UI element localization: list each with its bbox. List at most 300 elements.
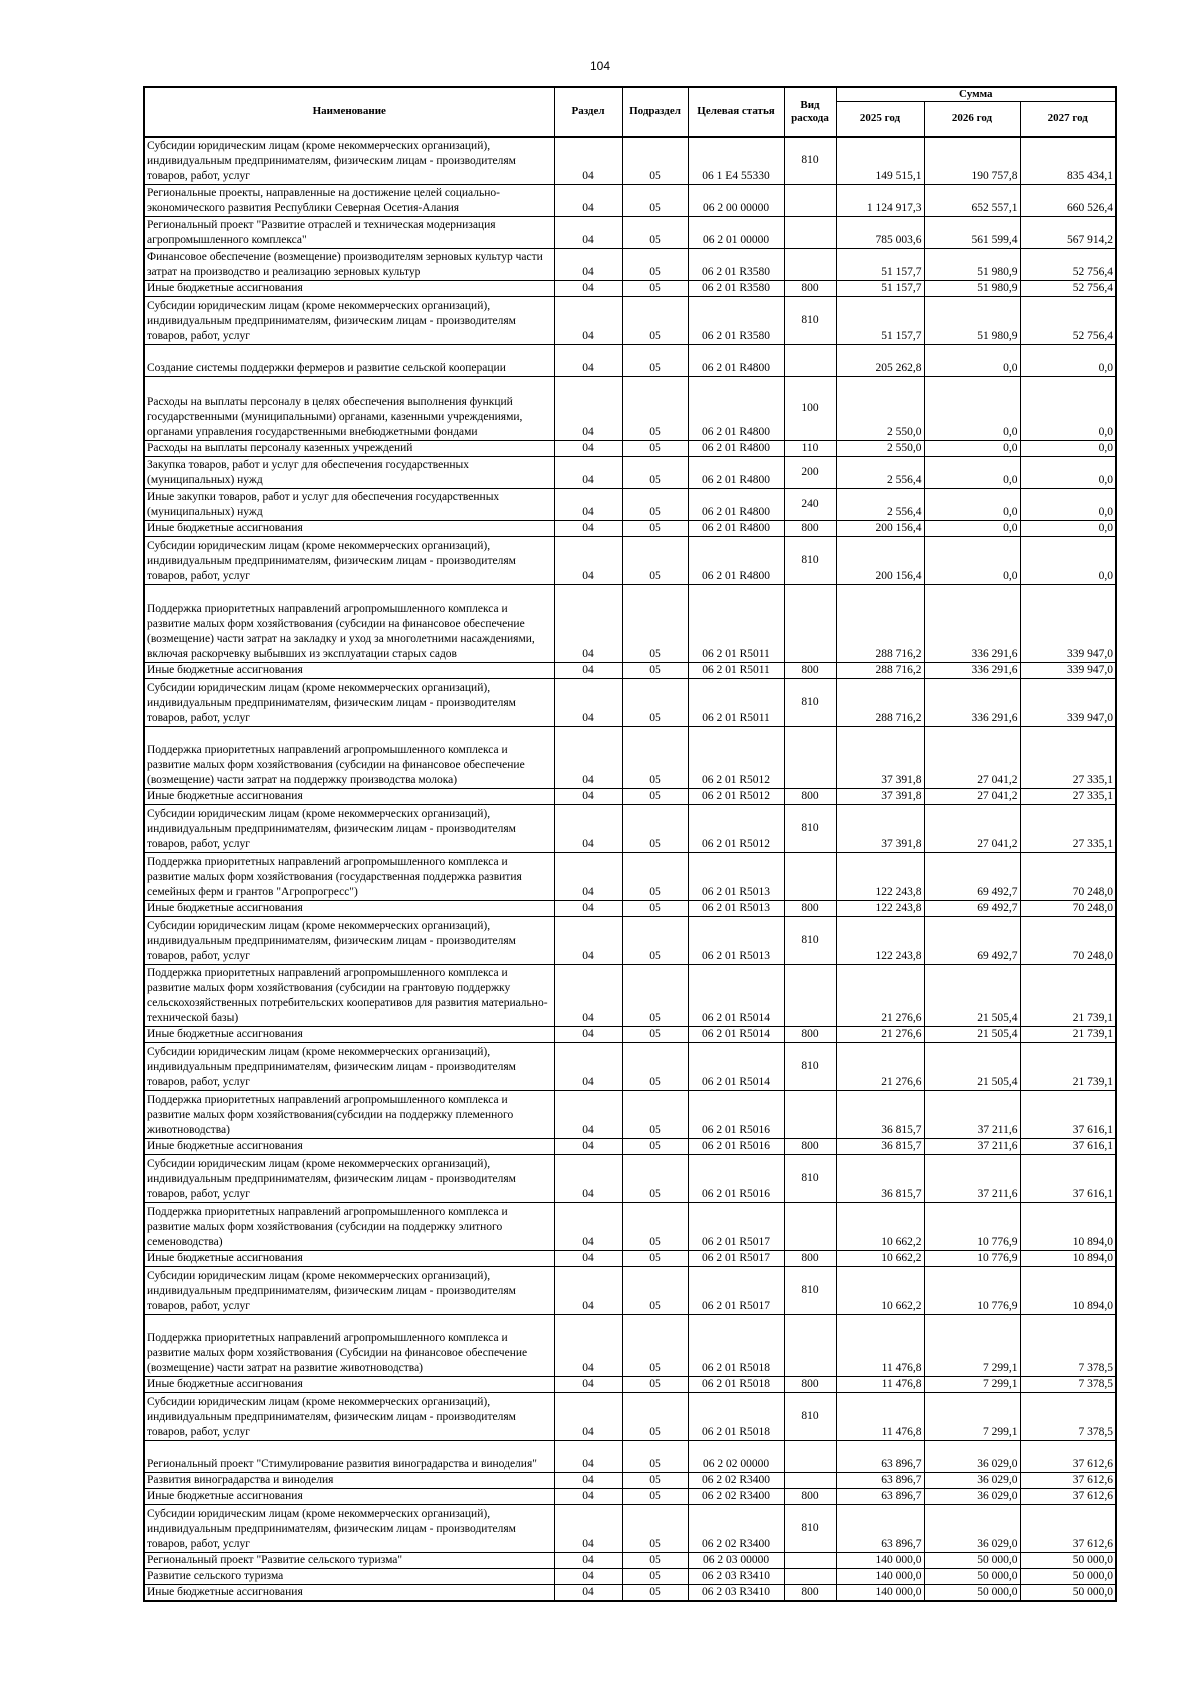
row-2026: 561 599,4	[924, 217, 1020, 249]
row-celevaya: 06 2 01 R5012	[688, 789, 784, 805]
row-2026: 27 041,2	[924, 789, 1020, 805]
row-2026: 36 029,0	[924, 1441, 1020, 1473]
row-2025: 10 662,2	[836, 1203, 924, 1251]
row-vid: 810	[784, 297, 836, 345]
row-vid: 810	[784, 1267, 836, 1315]
row-celevaya: 06 2 01 R5018	[688, 1377, 784, 1393]
table-row	[144, 1027, 1116, 1043]
row-razdel: 04	[554, 345, 622, 377]
row-celevaya: 06 2 01 R4800	[688, 489, 784, 521]
row-razdel: 04	[554, 1553, 622, 1569]
row-celevaya: 06 2 01 R5011	[688, 663, 784, 679]
table-row	[144, 1139, 1116, 1155]
row-vid: 800	[784, 901, 836, 917]
row-2025: 288 716,2	[836, 663, 924, 679]
row-name: Иные бюджетные ассигнования	[144, 1251, 554, 1267]
row-celevaya: 06 2 01 R4800	[688, 377, 784, 441]
row-name: Иные бюджетные ассигнования	[144, 281, 554, 297]
row-2027: 0,0	[1020, 441, 1116, 457]
row-podrazdel: 05	[622, 1203, 688, 1251]
row-2026: 0,0	[924, 377, 1020, 441]
row-2026: 37 211,6	[924, 1139, 1020, 1155]
table-row	[144, 901, 1116, 917]
row-vid: 110	[784, 441, 836, 457]
row-celevaya: 06 2 01 R5013	[688, 853, 784, 901]
row-celevaya: 06 2 01 R5012	[688, 805, 784, 853]
row-podrazdel: 05	[622, 1267, 688, 1315]
row-2027: 339 947,0	[1020, 679, 1116, 727]
row-2025: 36 815,7	[836, 1155, 924, 1203]
row-podrazdel: 05	[622, 377, 688, 441]
row-name: Иные бюджетные ассигнования	[144, 663, 554, 679]
row-podrazdel: 05	[622, 727, 688, 789]
row-2025: 122 243,8	[836, 853, 924, 901]
row-2025: 10 662,2	[836, 1251, 924, 1267]
table-row	[144, 1267, 1116, 1315]
row-name: Создание системы поддержки фермеров и развитие сельской кооперации	[144, 345, 554, 377]
table-row	[144, 1489, 1116, 1505]
row-2025: 36 815,7	[836, 1091, 924, 1139]
row-podrazdel: 05	[622, 1569, 688, 1585]
row-celevaya: 06 2 01 R5017	[688, 1251, 784, 1267]
row-2027: 10 894,0	[1020, 1251, 1116, 1267]
row-2027: 10 894,0	[1020, 1267, 1116, 1315]
row-vid	[784, 1569, 836, 1585]
row-2026: 69 492,7	[924, 901, 1020, 917]
row-celevaya: 06 2 01 R4800	[688, 345, 784, 377]
row-2027: 0,0	[1020, 521, 1116, 537]
row-podrazdel: 05	[622, 789, 688, 805]
row-podrazdel: 05	[622, 1441, 688, 1473]
row-podrazdel: 05	[622, 1155, 688, 1203]
row-2026: 7 299,1	[924, 1315, 1020, 1377]
row-2026: 27 041,2	[924, 805, 1020, 853]
row-vid: 800	[784, 1139, 836, 1155]
row-2026: 36 029,0	[924, 1473, 1020, 1489]
row-2025: 2 550,0	[836, 441, 924, 457]
row-razdel: 04	[554, 789, 622, 805]
row-vid	[784, 965, 836, 1027]
row-razdel: 04	[554, 663, 622, 679]
row-podrazdel: 05	[622, 965, 688, 1027]
row-vid	[784, 1203, 836, 1251]
row-vid: 810	[784, 137, 836, 185]
row-2025: 288 716,2	[836, 585, 924, 663]
header-2025: 2025 год	[836, 102, 924, 137]
row-celevaya: 06 2 01 R3580	[688, 281, 784, 297]
row-2027: 339 947,0	[1020, 585, 1116, 663]
row-2026: 190 757,8	[924, 137, 1020, 185]
row-name: Иные бюджетные ассигнования	[144, 1027, 554, 1043]
row-2025: 288 716,2	[836, 679, 924, 727]
row-celevaya: 06 2 01 R4800	[688, 441, 784, 457]
row-vid: 810	[784, 805, 836, 853]
row-2027: 52 756,4	[1020, 281, 1116, 297]
row-2027: 27 335,1	[1020, 805, 1116, 853]
table-row	[144, 1091, 1116, 1139]
row-razdel: 04	[554, 1377, 622, 1393]
row-vid: 810	[784, 1505, 836, 1553]
table-row	[144, 965, 1116, 1027]
row-razdel: 04	[554, 1267, 622, 1315]
row-name: Иные бюджетные ассигнования	[144, 1489, 554, 1505]
row-podrazdel: 05	[622, 901, 688, 917]
row-2025: 37 391,8	[836, 805, 924, 853]
row-razdel: 04	[554, 1203, 622, 1251]
row-vid: 810	[784, 1155, 836, 1203]
row-2027: 37 616,1	[1020, 1139, 1116, 1155]
row-celevaya: 06 2 01 R5016	[688, 1155, 784, 1203]
row-2026: 50 000,0	[924, 1569, 1020, 1585]
row-vid: 810	[784, 679, 836, 727]
table-row	[144, 457, 1116, 489]
row-vid: 800	[784, 789, 836, 805]
row-vid: 800	[784, 521, 836, 537]
table-row	[144, 441, 1116, 457]
row-2027: 567 914,2	[1020, 217, 1116, 249]
row-podrazdel: 05	[622, 537, 688, 585]
row-name: Субсидии юридическим лицам (кроме некоммерческих организаций), индивидуальным предпринимателям, физическим лицам - производителям товаров, работ, услуг	[144, 1505, 554, 1553]
row-name: Региональный проект "Стимулирование развития виноградарства и виноделия"	[144, 1441, 554, 1473]
row-celevaya: 06 2 01 00000	[688, 217, 784, 249]
row-podrazdel: 05	[622, 217, 688, 249]
row-2027: 0,0	[1020, 457, 1116, 489]
row-2025: 200 156,4	[836, 521, 924, 537]
row-2025: 36 815,7	[836, 1139, 924, 1155]
header-name: Наименование	[144, 87, 554, 137]
row-2027: 21 739,1	[1020, 1043, 1116, 1091]
row-2026: 69 492,7	[924, 853, 1020, 901]
row-razdel: 04	[554, 585, 622, 663]
row-name: Субсидии юридическим лицам (кроме некоммерческих организаций), индивидуальным предпринимателям, физическим лицам - производителям товаров, работ, услуг	[144, 1393, 554, 1441]
row-razdel: 04	[554, 1489, 622, 1505]
row-celevaya: 06 2 01 R5016	[688, 1091, 784, 1139]
table-row	[144, 1505, 1116, 1553]
table-header	[144, 87, 1116, 137]
row-celevaya: 06 2 01 R5013	[688, 901, 784, 917]
row-name: Закупка товаров, работ и услуг для обеспечения государственных (муниципальных) нужд	[144, 457, 554, 489]
row-2027: 37 612,6	[1020, 1473, 1116, 1489]
row-2025: 140 000,0	[836, 1585, 924, 1602]
row-celevaya: 06 2 02 R3400	[688, 1505, 784, 1553]
row-celevaya: 06 2 03 R3410	[688, 1585, 784, 1602]
row-razdel: 04	[554, 249, 622, 281]
row-name: Субсидии юридическим лицам (кроме некоммерческих организаций), индивидуальным предпринимателям, физическим лицам - производителям товаров, работ, услуг	[144, 1267, 554, 1315]
table-row	[144, 1553, 1116, 1569]
row-2027: 27 335,1	[1020, 789, 1116, 805]
row-podrazdel: 05	[622, 1377, 688, 1393]
row-2025: 51 157,7	[836, 281, 924, 297]
row-razdel: 04	[554, 297, 622, 345]
header-summa: Сумма	[836, 87, 1116, 102]
row-podrazdel: 05	[622, 185, 688, 217]
row-2026: 69 492,7	[924, 917, 1020, 965]
row-name: Субсидии юридическим лицам (кроме некоммерческих организаций), индивидуальным предпринимателям, физическим лицам - производителям товаров, работ, услуг	[144, 805, 554, 853]
row-celevaya: 06 2 01 R5014	[688, 965, 784, 1027]
table-row	[144, 537, 1116, 585]
table-row	[144, 1315, 1116, 1377]
header-vid: Вид расхода	[784, 87, 836, 137]
row-razdel: 04	[554, 457, 622, 489]
row-razdel: 04	[554, 965, 622, 1027]
row-2026: 7 299,1	[924, 1377, 1020, 1393]
row-razdel: 04	[554, 1569, 622, 1585]
header-celevaya: Целевая статья	[688, 87, 784, 137]
table-row	[144, 297, 1116, 345]
row-2027: 27 335,1	[1020, 727, 1116, 789]
row-2025: 2 556,4	[836, 489, 924, 521]
table-row	[144, 137, 1116, 185]
row-2026: 36 029,0	[924, 1489, 1020, 1505]
row-podrazdel: 05	[622, 1553, 688, 1569]
row-2026: 10 776,9	[924, 1203, 1020, 1251]
row-2025: 149 515,1	[836, 137, 924, 185]
row-2027: 660 526,4	[1020, 185, 1116, 217]
row-name: Развитие сельского туризма	[144, 1569, 554, 1585]
row-celevaya: 06 2 01 R5011	[688, 585, 784, 663]
row-2027: 0,0	[1020, 377, 1116, 441]
row-2027: 52 756,4	[1020, 297, 1116, 345]
row-vid	[784, 217, 836, 249]
row-podrazdel: 05	[622, 297, 688, 345]
row-name: Региональные проекты, направленные на достижение целей социально-экономического развития Республики Северная Осетия-Алания	[144, 185, 554, 217]
row-2027: 7 378,5	[1020, 1377, 1116, 1393]
table-row	[144, 1585, 1116, 1602]
row-celevaya: 06 2 01 R5013	[688, 917, 784, 965]
row-2026: 336 291,6	[924, 663, 1020, 679]
table-row	[144, 1393, 1116, 1441]
row-podrazdel: 05	[622, 457, 688, 489]
row-razdel: 04	[554, 137, 622, 185]
row-2025: 51 157,7	[836, 297, 924, 345]
row-celevaya: 06 2 03 00000	[688, 1553, 784, 1569]
row-2025: 785 003,6	[836, 217, 924, 249]
row-name: Поддержка приоритетных направлений агропромышленного комплекса и развитие малых форм хозяйствования (субсидии на грантовую поддержку сельскохозяйственных потребительских кооперативов для развития материально-технической базы)	[144, 965, 554, 1027]
row-vid	[784, 249, 836, 281]
row-podrazdel: 05	[622, 489, 688, 521]
row-name: Развития виноградарства и виноделия	[144, 1473, 554, 1489]
row-2027: 7 378,5	[1020, 1393, 1116, 1441]
row-podrazdel: 05	[622, 1027, 688, 1043]
row-2026: 21 505,4	[924, 965, 1020, 1027]
row-podrazdel: 05	[622, 1091, 688, 1139]
row-2027: 7 378,5	[1020, 1315, 1116, 1377]
row-2025: 122 243,8	[836, 917, 924, 965]
row-2026: 51 980,9	[924, 281, 1020, 297]
row-name: Региональный проект "Развитие отраслей и техническая модернизация агропромышленного комплекса"	[144, 217, 554, 249]
row-vid	[784, 345, 836, 377]
table-body	[144, 137, 1116, 1602]
row-razdel: 04	[554, 1315, 622, 1377]
row-celevaya: 06 2 01 R4800	[688, 457, 784, 489]
table-row	[144, 1473, 1116, 1489]
row-celevaya: 06 1 E4 55330	[688, 137, 784, 185]
row-celevaya: 06 2 01 R4800	[688, 521, 784, 537]
row-vid: 810	[784, 1393, 836, 1441]
row-2026: 50 000,0	[924, 1553, 1020, 1569]
row-name: Субсидии юридическим лицам (кроме некоммерческих организаций), индивидуальным предпринимателям, физическим лицам - производителям товаров, работ, услуг	[144, 679, 554, 727]
row-celevaya: 06 2 01 R3580	[688, 249, 784, 281]
table-row	[144, 1377, 1116, 1393]
table-row	[144, 249, 1116, 281]
row-vid: 800	[784, 1585, 836, 1602]
row-2026: 336 291,6	[924, 585, 1020, 663]
row-podrazdel: 05	[622, 521, 688, 537]
row-name: Субсидии юридическим лицам (кроме некоммерческих организаций), индивидуальным предпринимателям, физическим лицам - производителям товаров, работ, услуг	[144, 917, 554, 965]
row-2025: 140 000,0	[836, 1553, 924, 1569]
row-2025: 11 476,8	[836, 1377, 924, 1393]
row-2025: 140 000,0	[836, 1569, 924, 1585]
row-name: Иные бюджетные ассигнования	[144, 521, 554, 537]
row-2026: 0,0	[924, 537, 1020, 585]
row-2026: 36 029,0	[924, 1505, 1020, 1553]
row-2027: 52 756,4	[1020, 249, 1116, 281]
row-vid: 810	[784, 917, 836, 965]
row-podrazdel: 05	[622, 1139, 688, 1155]
row-2027: 0,0	[1020, 345, 1116, 377]
row-razdel: 04	[554, 217, 622, 249]
row-name: Поддержка приоритетных направлений агропромышленного комплекса и развитие малых форм хозяйствования(субсидии на поддержку племенного животноводства)	[144, 1091, 554, 1139]
row-2026: 0,0	[924, 457, 1020, 489]
row-vid	[784, 1553, 836, 1569]
row-razdel: 04	[554, 441, 622, 457]
row-2026: 21 505,4	[924, 1027, 1020, 1043]
row-podrazdel: 05	[622, 1315, 688, 1377]
row-vid	[784, 853, 836, 901]
row-razdel: 04	[554, 679, 622, 727]
row-celevaya: 06 2 01 R5016	[688, 1139, 784, 1155]
row-name: Иные бюджетные ассигнования	[144, 789, 554, 805]
table-row	[144, 679, 1116, 727]
row-2025: 63 896,7	[836, 1505, 924, 1553]
row-celevaya: 06 2 00 00000	[688, 185, 784, 217]
row-vid	[784, 727, 836, 789]
row-2025: 51 157,7	[836, 249, 924, 281]
row-vid	[784, 185, 836, 217]
row-2027: 70 248,0	[1020, 917, 1116, 965]
row-name: Субсидии юридическим лицам (кроме некоммерческих организаций), индивидуальным предпринимателям, физическим лицам - производителям товаров, работ, услуг	[144, 1155, 554, 1203]
row-razdel: 04	[554, 1155, 622, 1203]
row-2025: 200 156,4	[836, 537, 924, 585]
table-row	[144, 281, 1116, 297]
table-row	[144, 1043, 1116, 1091]
row-name: Субсидии юридическим лицам (кроме некоммерческих организаций), индивидуальным предпринимателям, физическим лицам - производителям товаров, работ, услуг	[144, 537, 554, 585]
row-vid: 800	[784, 1251, 836, 1267]
row-2025: 2 556,4	[836, 457, 924, 489]
row-2025: 21 276,6	[836, 965, 924, 1027]
row-name: Расходы на выплаты персоналу казенных учреждений	[144, 441, 554, 457]
row-vid: 800	[784, 1377, 836, 1393]
row-vid	[784, 585, 836, 663]
row-vid: 800	[784, 1489, 836, 1505]
row-2027: 339 947,0	[1020, 663, 1116, 679]
row-podrazdel: 05	[622, 1489, 688, 1505]
row-2027: 70 248,0	[1020, 901, 1116, 917]
row-name: Субсидии юридическим лицам (кроме некоммерческих организаций), индивидуальным предпринимателям, физическим лицам - производителям товаров, работ, услуг	[144, 297, 554, 345]
row-razdel: 04	[554, 901, 622, 917]
row-2027: 37 612,6	[1020, 1441, 1116, 1473]
row-2026: 50 000,0	[924, 1585, 1020, 1602]
row-razdel: 04	[554, 1473, 622, 1489]
row-razdel: 04	[554, 1027, 622, 1043]
row-vid: 800	[784, 281, 836, 297]
row-vid: 810	[784, 537, 836, 585]
row-podrazdel: 05	[622, 679, 688, 727]
row-2025: 63 896,7	[836, 1473, 924, 1489]
row-2026: 0,0	[924, 489, 1020, 521]
table-row	[144, 185, 1116, 217]
row-podrazdel: 05	[622, 137, 688, 185]
row-razdel: 04	[554, 521, 622, 537]
row-name: Иные закупки товаров, работ и услуг для обеспечения государственных (муниципальных) нужд	[144, 489, 554, 521]
row-2026: 37 211,6	[924, 1091, 1020, 1139]
row-2025: 37 391,8	[836, 789, 924, 805]
row-2027: 0,0	[1020, 537, 1116, 585]
row-razdel: 04	[554, 377, 622, 441]
row-razdel: 04	[554, 1505, 622, 1553]
table-row	[144, 377, 1116, 441]
row-razdel: 04	[554, 853, 622, 901]
table-row	[144, 1251, 1116, 1267]
row-podrazdel: 05	[622, 1505, 688, 1553]
row-vid: 200	[784, 457, 836, 489]
row-vid: 800	[784, 1027, 836, 1043]
row-vid: 100	[784, 377, 836, 441]
row-2026: 37 211,6	[924, 1155, 1020, 1203]
table-row	[144, 1155, 1116, 1203]
row-name: Расходы на выплаты персоналу в целях обеспечения выполнения функций государственными (муниципальными) органами, казенными учреждениями, органами управления государственными внебюджетными фондами	[144, 377, 554, 441]
row-2025: 63 896,7	[836, 1441, 924, 1473]
row-celevaya: 06 2 01 R3580	[688, 297, 784, 345]
row-razdel: 04	[554, 185, 622, 217]
row-podrazdel: 05	[622, 1585, 688, 1602]
row-vid	[784, 1473, 836, 1489]
row-celevaya: 06 2 02 R3400	[688, 1489, 784, 1505]
row-razdel: 04	[554, 1441, 622, 1473]
row-vid	[784, 1091, 836, 1139]
row-celevaya: 06 2 01 R5017	[688, 1267, 784, 1315]
table-row	[144, 853, 1116, 901]
row-2026: 0,0	[924, 345, 1020, 377]
row-2027: 21 739,1	[1020, 1027, 1116, 1043]
row-celevaya: 06 2 01 R5018	[688, 1393, 784, 1441]
table-row	[144, 789, 1116, 805]
row-2027: 70 248,0	[1020, 853, 1116, 901]
row-razdel: 04	[554, 1251, 622, 1267]
row-2026: 27 041,2	[924, 727, 1020, 789]
row-name: Поддержка приоритетных направлений агропромышленного комплекса и развитие малых форм хозяйствования (Субсидии на финансовое обеспечение (возмещение) части затрат на развитие животноводства)	[144, 1315, 554, 1377]
row-name: Поддержка приоритетных направлений агропромышленного комплекса и развитие малых форм хозяйствования (субсидии на поддержку элитного семеноводства)	[144, 1203, 554, 1251]
row-razdel: 04	[554, 281, 622, 297]
row-razdel: 04	[554, 1091, 622, 1139]
row-podrazdel: 05	[622, 663, 688, 679]
row-celevaya: 06 2 01 R5012	[688, 727, 784, 789]
table-row	[144, 727, 1116, 789]
row-2027: 0,0	[1020, 489, 1116, 521]
row-2027: 50 000,0	[1020, 1553, 1116, 1569]
row-2025: 21 276,6	[836, 1027, 924, 1043]
row-name: Субсидии юридическим лицам (кроме некоммерческих организаций), индивидуальным предпринимателям, физическим лицам - производителям товаров, работ, услуг	[144, 137, 554, 185]
table-row	[144, 805, 1116, 853]
row-podrazdel: 05	[622, 1043, 688, 1091]
row-podrazdel: 05	[622, 853, 688, 901]
row-2026: 652 557,1	[924, 185, 1020, 217]
row-2025: 11 476,8	[836, 1393, 924, 1441]
row-vid	[784, 1315, 836, 1377]
row-2025: 122 243,8	[836, 901, 924, 917]
header-podrazdel: Подраздел	[622, 87, 688, 137]
table-row	[144, 521, 1116, 537]
